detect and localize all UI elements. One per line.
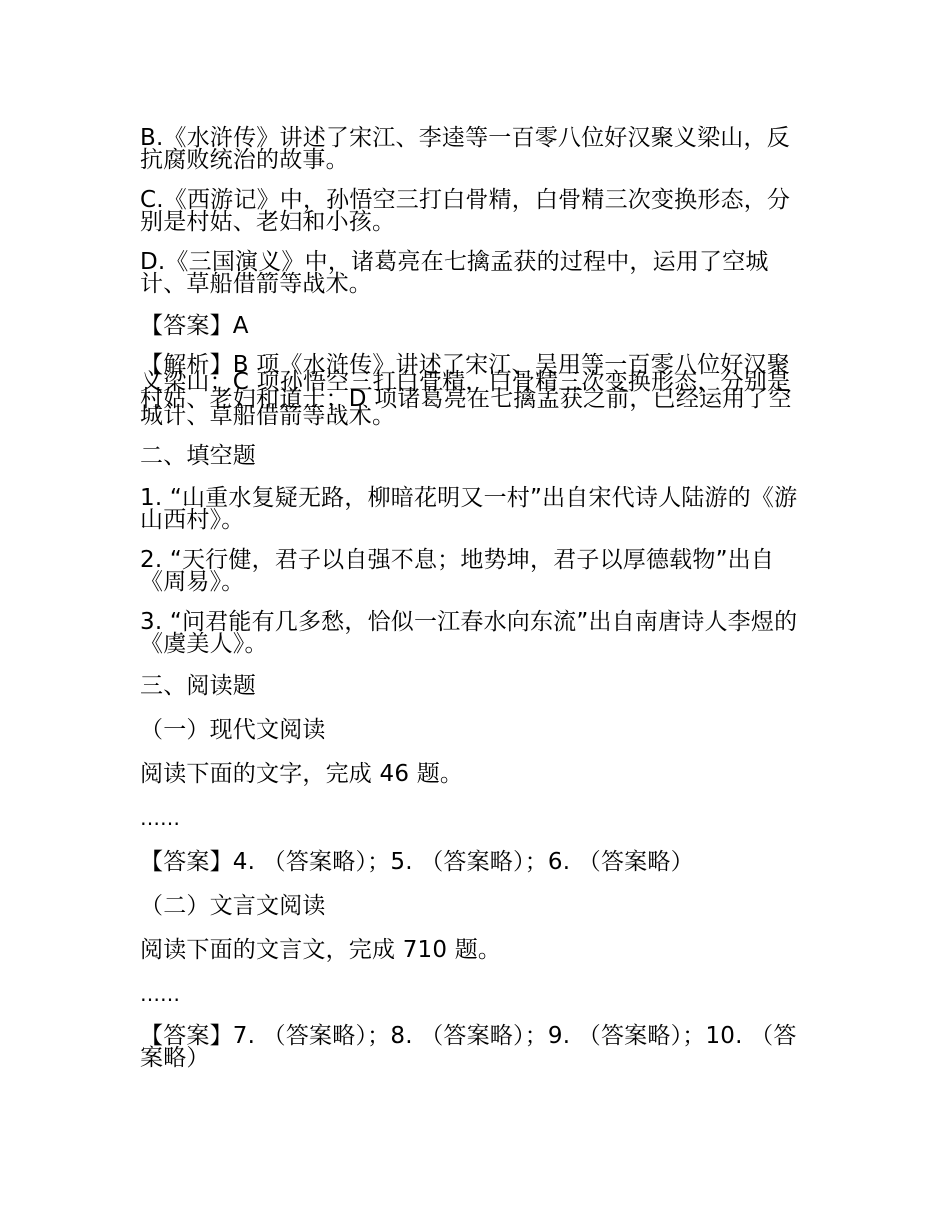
subsection-2-ellipsis: …… [140,982,180,1006]
subsection-1-answer: 【答案】4. （答案略）；5. （答案略）；6. （答案略） [140,849,694,875]
document-page [140,127,812,1087]
subsection-2-title: （二）文言文阅读 [140,893,326,919]
subsection-1-instruction: 阅读下面的文字，完成 46 题。 [140,761,464,787]
option-d-text: D.《三国演义》中，诸葛亮在七擒孟获的过程中，运用了空城计、草船借箭等战术。 [140,249,769,297]
subsection-1-ellipsis: …… [140,806,180,830]
option-c-text: C.《西游记》中，孙悟空三打白骨精，白骨精三次变换形态，分别是村姑、老妇和小孩。 [140,187,791,235]
subsection-2-answer: 【答案】7. （答案略）；8. （答案略）；9. （答案略）；10. （答案略） [140,1023,797,1071]
option-b-text: B.《水浒传》讲述了宋江、李逵等一百零八位好汉聚义梁山，反抗腐败统治的故事。 [140,125,790,173]
fill-question-3: 3. “问君能有几多愁，恰似一江春水向东流”出自南唐诗人李煜的《虞美人》。 [140,609,798,657]
subsection-2-instruction: 阅读下面的文言文，完成 710 题。 [140,937,502,963]
subsection-1-title: （一）现代文阅读 [140,717,326,743]
fill-question-1: 1. “山重水复疑无路，柳暗花明又一村”出自宋代诗人陆游的《游山西村》。 [140,485,798,533]
answer-1-text: 【答案】A [140,313,249,339]
analysis-1-text: 【解析】B 项《水浒传》讲述了宋江、吴用等一百零八位好汉聚义梁山；C 项孙悟空三打白骨精，白骨精三次变换形态，分别是村姑、老妇和道士；D 项诸葛亮在七擒孟获之前，已经运用了空城计、草船借箭等战术。 [140,352,792,429]
section-3-title: 三、阅读题 [140,673,256,699]
fill-question-2: 2. “天行健，君子以自强不息；地势坤，君子以厚德载物”出自《周易》。 [140,547,775,595]
section-2-title: 二、填空题 [140,443,256,469]
